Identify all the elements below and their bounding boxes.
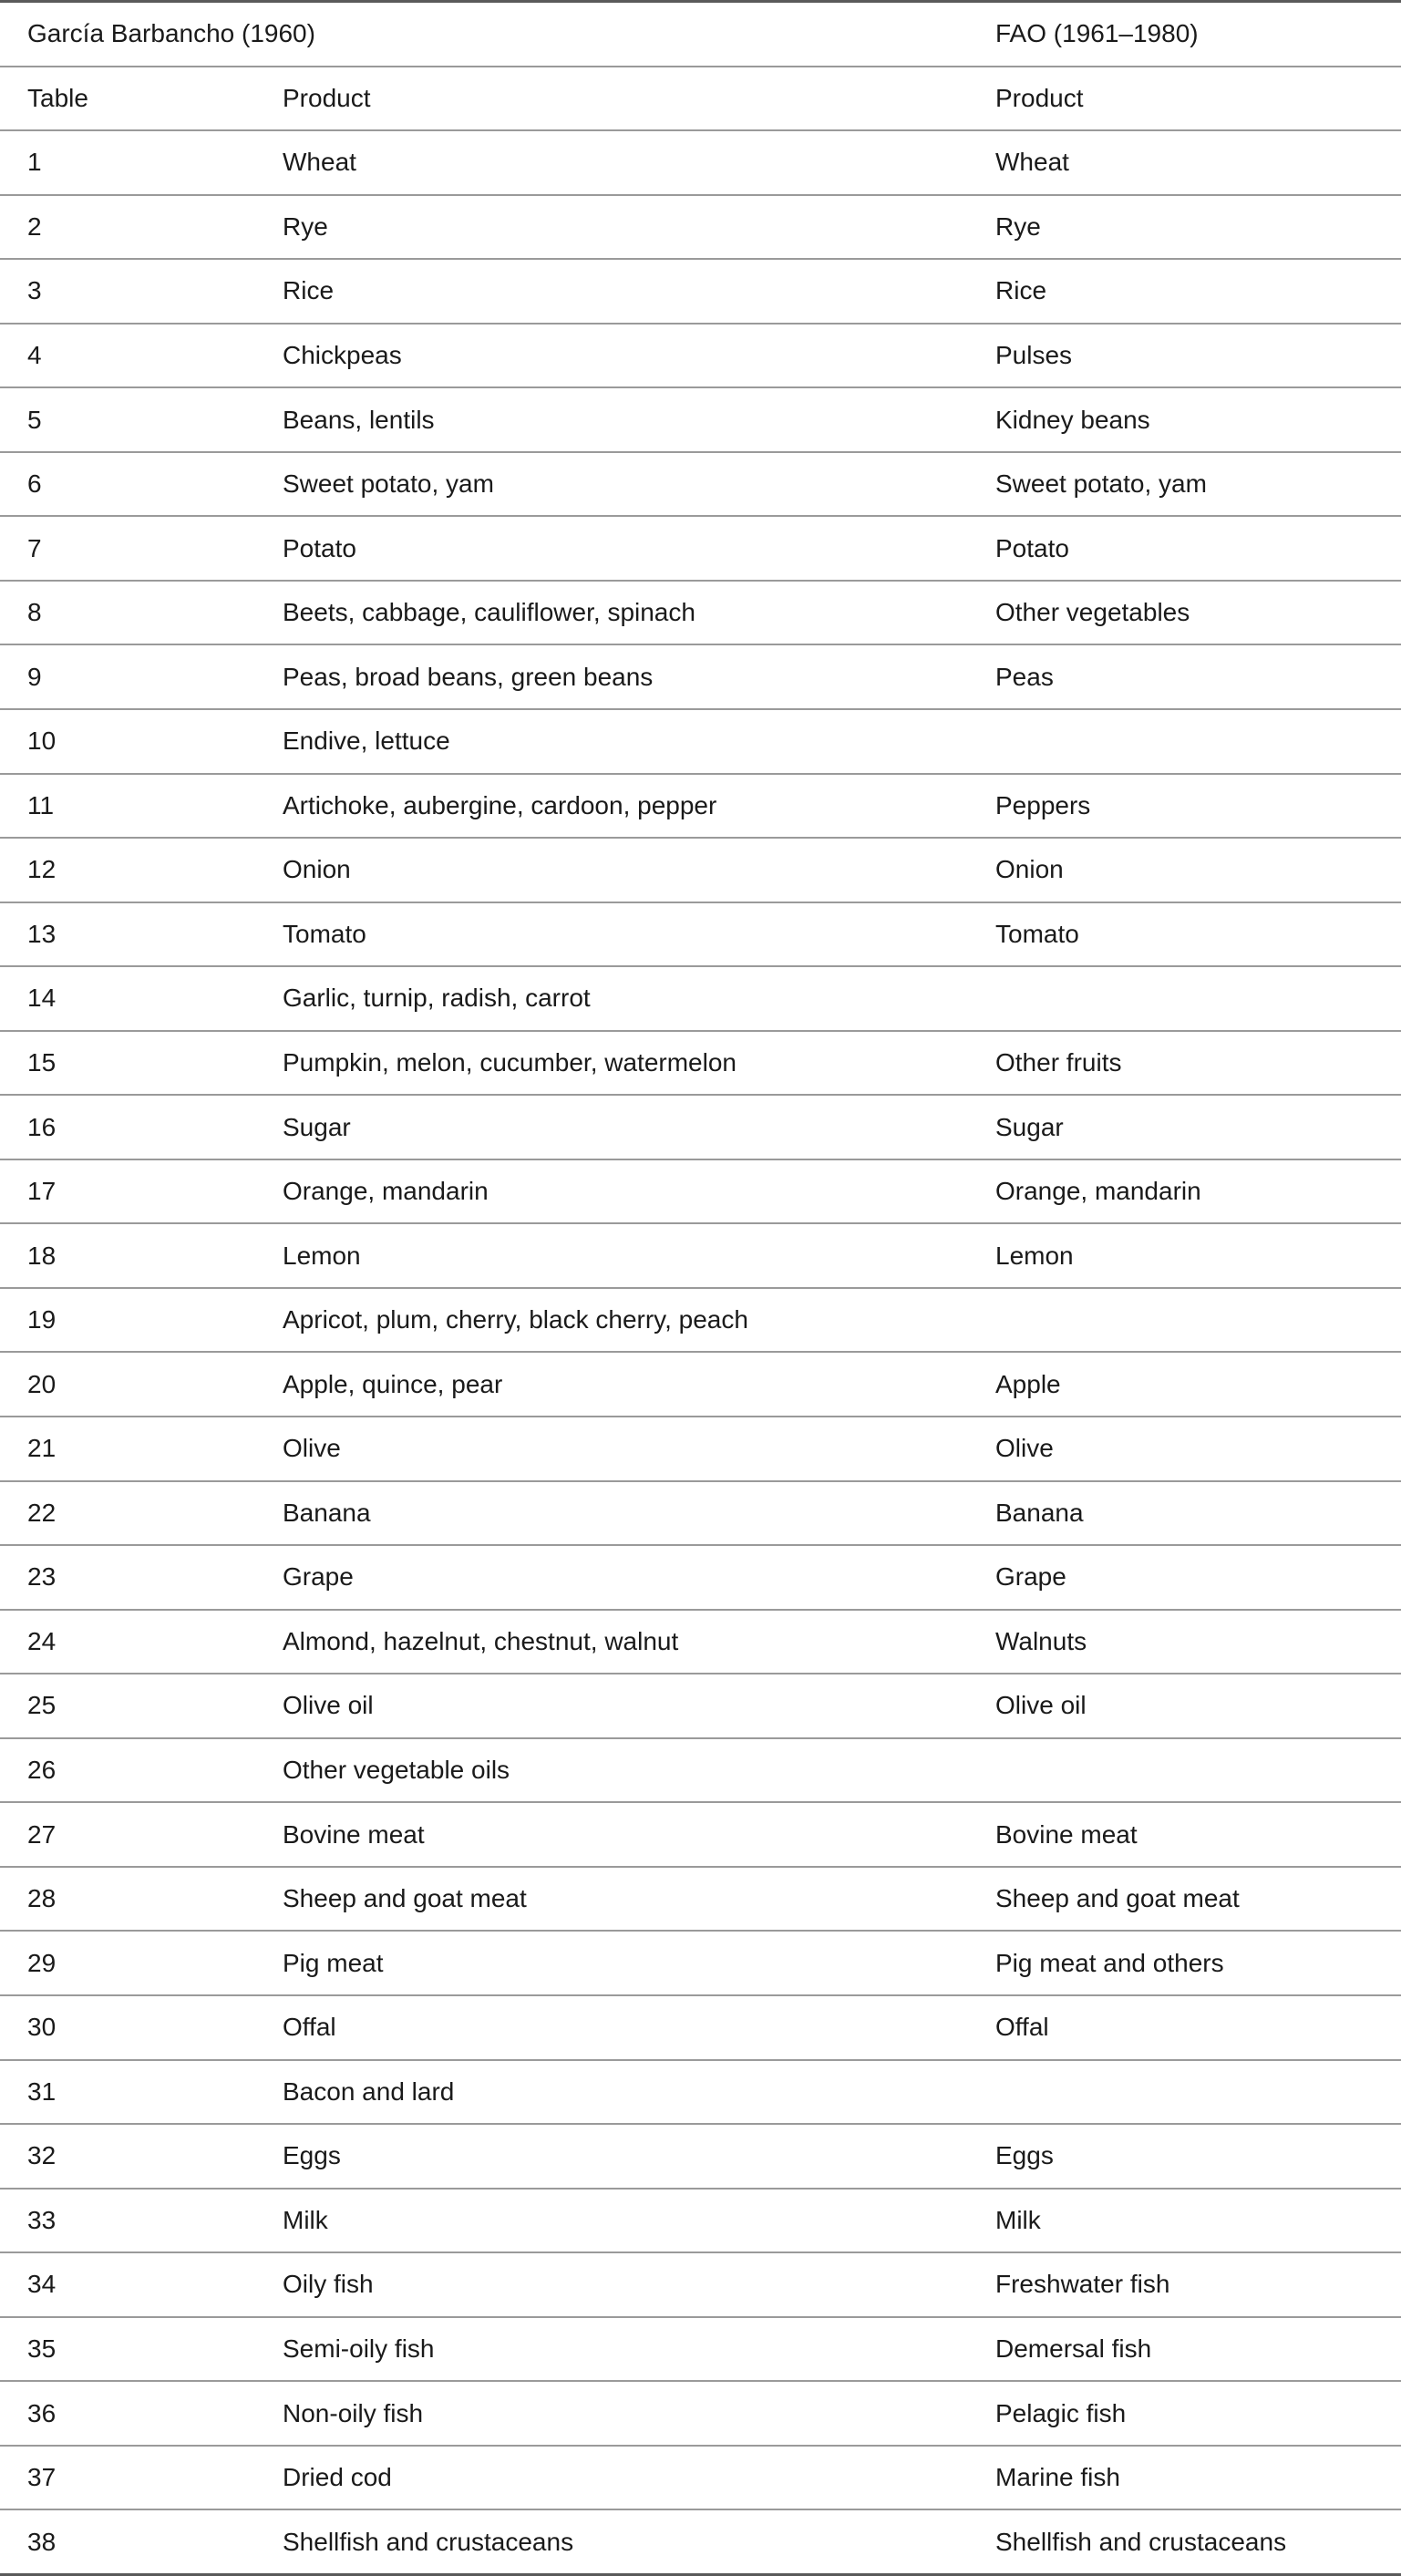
table-row [0, 966, 1401, 1031]
garcia-product-cell: Grape [255, 1545, 966, 1610]
fao-product-cell: Rice [966, 259, 1401, 324]
table-row [0, 774, 1401, 839]
table-number-cell: 27 [0, 1802, 255, 1867]
fao-product-cell [966, 1288, 1401, 1353]
table-number-cell: 13 [0, 902, 255, 967]
garcia-product-cell: Olive oil [255, 1674, 966, 1738]
table-row [0, 1031, 1401, 1096]
fao-product-cell: Peas [966, 644, 1401, 709]
table-number-cell: 22 [0, 1481, 255, 1546]
fao-product-cell: Sugar [966, 1095, 1401, 1159]
garcia-product-cell: Beets, cabbage, cauliflower, spinach [255, 581, 966, 645]
table-number-cell: 33 [0, 2189, 255, 2253]
garcia-product-cell: Bacon and lard [255, 2060, 966, 2125]
garcia-product-cell: Tomato [255, 902, 966, 967]
fao-product-cell: Olive [966, 1417, 1401, 1481]
garcia-product-cell: Onion [255, 838, 966, 902]
table-number-cell: 14 [0, 966, 255, 1031]
fao-product-cell: Bovine meat [966, 1802, 1401, 1867]
column-header-table: Table [0, 67, 255, 131]
table-body [0, 2, 1401, 2575]
table-number-cell: 35 [0, 2317, 255, 2382]
table-number-cell: 24 [0, 1610, 255, 1674]
fao-product-cell: Pig meat and others [966, 1931, 1401, 1995]
fao-product-cell: Potato [966, 516, 1401, 581]
garcia-product-cell: Lemon [255, 1223, 966, 1288]
fao-product-cell: Apple [966, 1352, 1401, 1417]
fao-product-cell [966, 966, 1401, 1031]
table-number-cell: 37 [0, 2446, 255, 2510]
table-number-cell: 25 [0, 1674, 255, 1738]
garcia-product-cell: Pig meat [255, 1931, 966, 1995]
table-row [0, 1481, 1401, 1546]
fao-product-cell: Tomato [966, 902, 1401, 967]
table-number-cell: 3 [0, 259, 255, 324]
table-number-cell: 7 [0, 516, 255, 581]
table-number-cell: 17 [0, 1159, 255, 1224]
fao-product-cell [966, 709, 1401, 774]
table-number-cell: 10 [0, 709, 255, 774]
fao-product-cell: Offal [966, 1995, 1401, 2060]
group-header-fao: FAO (1961–1980) [966, 2, 1401, 67]
fao-product-cell: Shellfish and crustaceans [966, 2509, 1401, 2574]
table-row [0, 2252, 1401, 2317]
table-row [0, 2189, 1401, 2253]
fao-product-cell: Kidney beans [966, 387, 1401, 452]
table-row [0, 2381, 1401, 2446]
table-row [0, 2060, 1401, 2125]
fao-product-cell: Marine fish [966, 2446, 1401, 2510]
group-header-row [0, 2, 1401, 67]
table-row [0, 1352, 1401, 1417]
fao-product-cell: Demersal fish [966, 2317, 1401, 2382]
table-row [0, 1931, 1401, 1995]
garcia-product-cell: Rice [255, 259, 966, 324]
garcia-product-cell: Peas, broad beans, green beans [255, 644, 966, 709]
garcia-product-cell: Wheat [255, 130, 966, 195]
table-number-cell: 16 [0, 1095, 255, 1159]
table-number-cell: 18 [0, 1223, 255, 1288]
table-row [0, 1802, 1401, 1867]
fao-product-cell: Sheep and goat meat [966, 1867, 1401, 1932]
table-number-cell: 15 [0, 1031, 255, 1096]
table-row [0, 195, 1401, 260]
table-number-cell: 34 [0, 2252, 255, 2317]
garcia-product-cell: Endive, lettuce [255, 709, 966, 774]
table-row [0, 130, 1401, 195]
garcia-product-cell: Shellfish and crustaceans [255, 2509, 966, 2574]
table-row [0, 2509, 1401, 2574]
table-row [0, 516, 1401, 581]
table-number-cell: 4 [0, 324, 255, 388]
table-number-cell: 32 [0, 2124, 255, 2189]
table-number-cell: 6 [0, 452, 255, 517]
table-row [0, 1223, 1401, 1288]
column-header-product-fao: Product [966, 67, 1401, 131]
table-row [0, 1995, 1401, 2060]
table-number-cell: 26 [0, 1738, 255, 1803]
table-number-cell: 2 [0, 195, 255, 260]
fao-product-cell: Freshwater fish [966, 2252, 1401, 2317]
table-row [0, 1159, 1401, 1224]
table-row [0, 324, 1401, 388]
table-row [0, 1545, 1401, 1610]
fao-product-cell: Eggs [966, 2124, 1401, 2189]
table-number-cell: 29 [0, 1931, 255, 1995]
table-row [0, 581, 1401, 645]
garcia-product-cell: Sweet potato, yam [255, 452, 966, 517]
table-number-cell: 19 [0, 1288, 255, 1353]
column-header-product-garcia: Product [255, 67, 966, 131]
garcia-product-cell: Olive [255, 1417, 966, 1481]
fao-product-cell: Other vegetables [966, 581, 1401, 645]
garcia-product-cell: Almond, hazelnut, chestnut, walnut [255, 1610, 966, 1674]
table-number-cell: 21 [0, 1417, 255, 1481]
fao-product-cell: Lemon [966, 1223, 1401, 1288]
fao-product-cell: Onion [966, 838, 1401, 902]
fao-product-cell: Olive oil [966, 1674, 1401, 1738]
garcia-product-cell: Banana [255, 1481, 966, 1546]
group-header-garcia-barbancho: García Barbancho (1960) [0, 2, 966, 67]
table-row [0, 1095, 1401, 1159]
garcia-product-cell: Non-oily fish [255, 2381, 966, 2446]
table-row [0, 387, 1401, 452]
garcia-product-cell: Offal [255, 1995, 966, 2060]
table-number-cell: 38 [0, 2509, 255, 2574]
table-row [0, 1610, 1401, 1674]
table-number-cell: 23 [0, 1545, 255, 1610]
garcia-product-cell: Sheep and goat meat [255, 1867, 966, 1932]
fao-product-cell: Pelagic fish [966, 2381, 1401, 2446]
table-row [0, 644, 1401, 709]
fao-product-cell: Other fruits [966, 1031, 1401, 1096]
table-number-cell: 11 [0, 774, 255, 839]
table-number-cell: 1 [0, 130, 255, 195]
fao-product-cell [966, 2060, 1401, 2125]
garcia-product-cell: Dried cod [255, 2446, 966, 2510]
garcia-product-cell: Bovine meat [255, 1802, 966, 1867]
fao-product-cell: Sweet potato, yam [966, 452, 1401, 517]
garcia-product-cell: Potato [255, 516, 966, 581]
garcia-product-cell: Artichoke, aubergine, cardoon, pepper [255, 774, 966, 839]
garcia-product-cell: Beans, lentils [255, 387, 966, 452]
garcia-product-cell: Apricot, plum, cherry, black cherry, peach [255, 1288, 966, 1353]
table-number-cell: 8 [0, 581, 255, 645]
table-number-cell: 12 [0, 838, 255, 902]
garcia-product-cell: Sugar [255, 1095, 966, 1159]
table-number-cell: 36 [0, 2381, 255, 2446]
table-row [0, 2124, 1401, 2189]
fao-product-cell: Orange, mandarin [966, 1159, 1401, 1224]
fao-product-cell [966, 1738, 1401, 1803]
fao-product-cell: Wheat [966, 130, 1401, 195]
table-row [0, 1867, 1401, 1932]
fao-product-cell: Walnuts [966, 1610, 1401, 1674]
fao-product-cell: Banana [966, 1481, 1401, 1546]
garcia-product-cell: Other vegetable oils [255, 1738, 966, 1803]
table-number-cell: 20 [0, 1352, 255, 1417]
fao-product-cell: Milk [966, 2189, 1401, 2253]
table-row [0, 1674, 1401, 1738]
garcia-product-cell: Eggs [255, 2124, 966, 2189]
garcia-product-cell: Garlic, turnip, radish, carrot [255, 966, 966, 1031]
table-number-cell: 9 [0, 644, 255, 709]
garcia-product-cell: Rye [255, 195, 966, 260]
table-row [0, 709, 1401, 774]
table-number-cell: 5 [0, 387, 255, 452]
column-header-row [0, 67, 1401, 131]
garcia-product-cell: Semi-oily fish [255, 2317, 966, 2382]
table-number-cell: 28 [0, 1867, 255, 1932]
table-row [0, 2317, 1401, 2382]
garcia-product-cell: Chickpeas [255, 324, 966, 388]
garcia-product-cell: Pumpkin, melon, cucumber, watermelon [255, 1031, 966, 1096]
table-row [0, 838, 1401, 902]
table-row [0, 2446, 1401, 2510]
table-row [0, 902, 1401, 967]
table-number-cell: 30 [0, 1995, 255, 2060]
table-row [0, 1417, 1401, 1481]
table-number-cell: 31 [0, 2060, 255, 2125]
garcia-product-cell: Milk [255, 2189, 966, 2253]
table-row [0, 452, 1401, 517]
table-row [0, 259, 1401, 324]
table-row [0, 1738, 1401, 1803]
garcia-product-cell: Orange, mandarin [255, 1159, 966, 1224]
garcia-product-cell: Oily fish [255, 2252, 966, 2317]
garcia-product-cell: Apple, quince, pear [255, 1352, 966, 1417]
fao-product-cell: Rye [966, 195, 1401, 260]
fao-product-cell: Peppers [966, 774, 1401, 839]
fao-product-cell: Grape [966, 1545, 1401, 1610]
table-row [0, 1288, 1401, 1353]
fao-product-cell: Pulses [966, 324, 1401, 388]
